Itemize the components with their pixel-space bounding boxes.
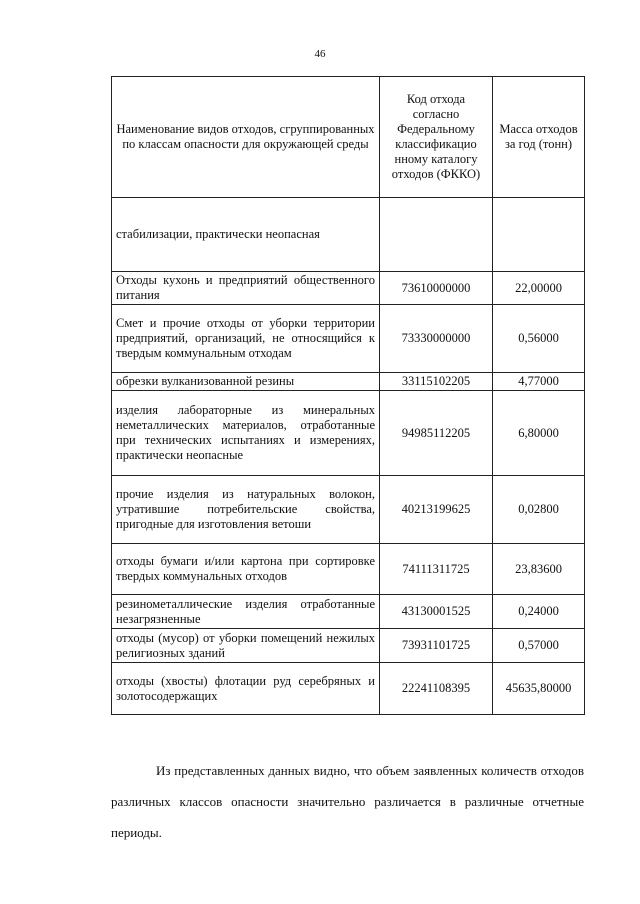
waste-mass-cell <box>493 198 585 272</box>
header-waste-mass: Масса отходов за год (тонн) <box>493 77 585 198</box>
table-row <box>112 391 585 476</box>
table-header-row <box>112 77 585 198</box>
waste-code-cell: 74111311725 <box>380 544 493 595</box>
table-row <box>112 663 585 715</box>
waste-name-cell: стабилизации, практически неопасная <box>112 198 380 272</box>
waste-table <box>111 76 585 715</box>
waste-code-cell: 43130001525 <box>380 595 493 629</box>
waste-code-cell: 73931101725 <box>380 629 493 663</box>
waste-code-cell: 73330000000 <box>380 305 493 373</box>
table-row <box>112 595 585 629</box>
waste-mass-cell: 0,02800 <box>493 476 585 544</box>
waste-code-cell: 40213199625 <box>380 476 493 544</box>
header-waste-code: Код отхода согласно Федеральному классификацио нному каталогу отходов (ФККО) <box>380 77 493 198</box>
waste-name-cell: резинометаллические изделия отработанные незагрязненные <box>112 595 380 629</box>
waste-code-cell: 22241108395 <box>380 663 493 715</box>
waste-name-cell: обрезки вулканизованной резины <box>112 373 380 391</box>
table-row <box>112 198 585 272</box>
waste-mass-cell: 0,56000 <box>493 305 585 373</box>
waste-name-cell: отходы (мусор) от уборки помещений нежилых религиозных зданий <box>112 629 380 663</box>
waste-name-cell: отходы (хвосты) флотации руд серебряных и золотосодержащих <box>112 663 380 715</box>
conclusion-paragraph: Из представленных данных видно, что объем заявленных количеств отходов различных классов опасности значительно различается в различные отчетные периоды. <box>111 763 584 840</box>
waste-name-cell: Отходы кухонь и предприятий общественного питания <box>112 272 380 305</box>
table-row <box>112 373 585 391</box>
waste-code-cell: 73610000000 <box>380 272 493 305</box>
waste-name-cell: Смет и прочие отходы от уборки территории предприятий, организаций, не относящийся к твердым коммунальным отходам <box>112 305 380 373</box>
table-row <box>112 476 585 544</box>
header-waste-name: Наименование видов отходов, сгруппированных по классам опасности для окружающей среды <box>112 77 380 198</box>
waste-code-cell: 33115102205 <box>380 373 493 391</box>
waste-mass-cell: 22,00000 <box>493 272 585 305</box>
waste-name-cell: прочие изделия из натуральных волокон, утратившие потребительские свойства, пригодные для изготовления ветоши <box>112 476 380 544</box>
waste-mass-cell: 23,83600 <box>493 544 585 595</box>
waste-name-cell: отходы бумаги и/или картона при сортировке твердых коммунальных отходов <box>112 544 380 595</box>
waste-mass-cell: 4,77000 <box>493 373 585 391</box>
table-row <box>112 544 585 595</box>
waste-mass-cell: 45635,80000 <box>493 663 585 715</box>
table-row <box>112 305 585 373</box>
waste-code-cell: 94985112205 <box>380 391 493 476</box>
table-row <box>112 629 585 663</box>
waste-mass-cell: 6,80000 <box>493 391 585 476</box>
page-number: 46 <box>314 48 326 60</box>
waste-mass-cell: 0,24000 <box>493 595 585 629</box>
waste-name-cell: изделия лабораторные из минеральных неметаллических материалов, отработанные при технических испытаниях и измерениях, практически неопасные <box>112 391 380 476</box>
table-row <box>112 272 585 305</box>
waste-mass-cell: 0,57000 <box>493 629 585 663</box>
waste-code-cell <box>380 198 493 272</box>
